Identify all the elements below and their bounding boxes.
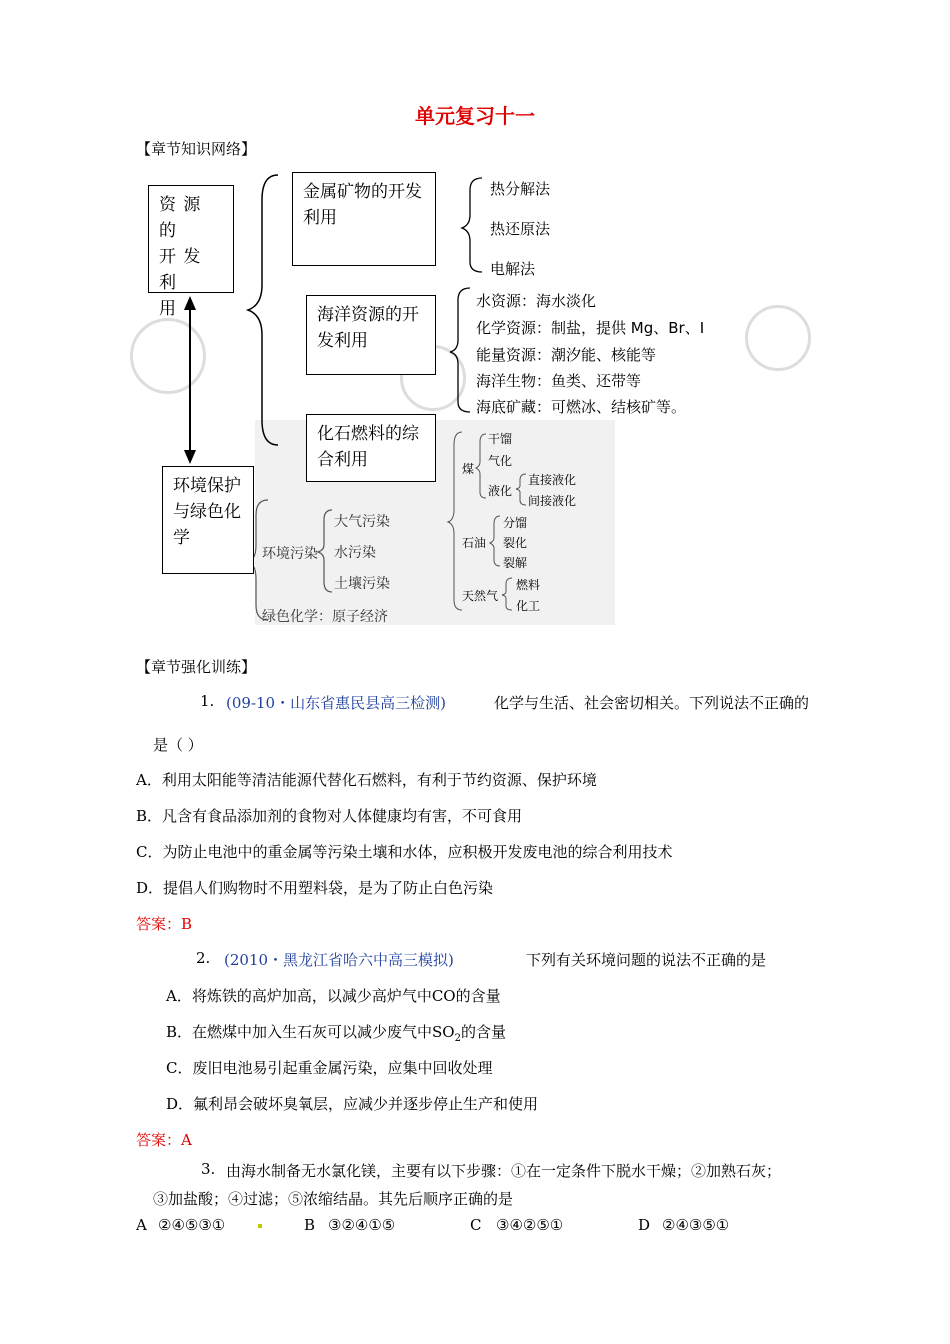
pollution-label: 环境污染 xyxy=(262,546,318,562)
option-value: ②④⑤③① xyxy=(158,1216,226,1234)
liquefy-label: 液化 xyxy=(488,484,513,498)
question-stem: 下列有关环境问题的说法不正确的是 xyxy=(526,951,767,969)
option-item: A．利用太阳能等清洁能源代替化石燃料，有利于节约资源、保护环境 xyxy=(136,771,597,789)
pollution-item: 大气污染 xyxy=(334,514,390,530)
question-number: 2. xyxy=(196,949,211,967)
oil-item: 裂解 xyxy=(503,556,528,570)
metal-method-item: 电解法 xyxy=(490,260,536,278)
box-ocean-resources: 海洋资源的开 发利用 xyxy=(306,295,436,375)
oil-item: 分馏 xyxy=(503,516,528,530)
option-key: C xyxy=(470,1216,482,1234)
diagram-lines xyxy=(0,0,950,660)
question-stem: 由海水制备无水氯化镁，主要有以下步骤：①在一定条件下脱水干燥；②加熟石灰； xyxy=(226,1162,782,1180)
section-knowledge-network: 【章节知识网络】 xyxy=(136,140,257,158)
option-item: D．提倡人们购物时不用塑料袋，是为了防止白色污染 xyxy=(136,879,494,897)
pollution-item: 土壤污染 xyxy=(334,576,390,592)
natural-gas-label: 天然气 xyxy=(462,589,499,603)
option-key: B xyxy=(304,1216,316,1234)
page-title: 单元复习十一 xyxy=(415,104,535,128)
natural-gas-item: 化工 xyxy=(516,599,541,613)
formula-subscript: 2 xyxy=(454,1033,461,1044)
green-chemistry-label: 绿色化学：原子经济 xyxy=(262,609,388,625)
question-source: (09-10・山东省惠民县高三检测) xyxy=(226,694,446,712)
option-value: ②④③⑤① xyxy=(662,1216,730,1234)
option-item: D．氟利昂会破坏臭氧层，应减少并逐步停止生产和使用 xyxy=(166,1095,539,1113)
box-resource-development: 资 源 的 开 发 利 用 xyxy=(148,185,234,293)
option-item: C．为防止电池中的重金属等污染土壤和水体，应积极开发废电池的综合利用技术 xyxy=(136,843,673,861)
question-source: (2010・黑龙江省哈六中高三模拟) xyxy=(224,951,454,969)
box-environment-green-chemistry: 环境保护 与绿色化 学 xyxy=(162,466,254,574)
question-stem: 化学与生活、社会密切相关。下列说法不正确的 xyxy=(494,694,810,712)
metal-method-item: 热分解法 xyxy=(490,180,551,198)
option-tail: 的含量 xyxy=(460,1023,506,1041)
option-value: ③②④①⑤ xyxy=(328,1216,396,1234)
oil-label: 石油 xyxy=(462,536,487,550)
answer-text: 答案：B xyxy=(136,915,193,933)
ocean-item: 海底矿藏：可燃冰、结核矿等。 xyxy=(476,398,687,416)
metal-method-item: 热还原法 xyxy=(490,220,551,238)
option-item xyxy=(166,1021,506,1044)
ocean-item: 水资源：海水淡化 xyxy=(476,292,597,310)
liquefy-item: 直接液化 xyxy=(528,473,577,487)
option-key: D xyxy=(638,1216,651,1234)
box-metal-minerals: 金属矿物的开发 利用 xyxy=(292,172,436,266)
option-key: A xyxy=(136,1216,147,1234)
coal-label: 煤 xyxy=(462,462,475,476)
question-number: 1. xyxy=(200,692,215,710)
oil-item: 裂化 xyxy=(503,536,528,550)
liquefy-item: 间接液化 xyxy=(528,494,577,508)
option-item: A．将炼铁的高炉加高，以减少高炉气中CO的含量 xyxy=(166,987,501,1005)
option-text: B．在燃煤中加入生石灰可以减少废气中 xyxy=(166,1023,433,1041)
option-item: C．废旧电池易引起重金属污染，应集中回收处理 xyxy=(166,1059,493,1077)
question-number: 3. xyxy=(201,1160,216,1178)
coal-item: 气化 xyxy=(488,454,513,468)
question-stem-cont: 是（ ） xyxy=(153,736,203,754)
box-fossil-fuels: 化石燃料的综 合利用 xyxy=(306,414,436,482)
formula: SO xyxy=(432,1023,455,1041)
option-item: B．凡含有食品添加剂的食物对人体健康均有害，不可食用 xyxy=(136,807,523,825)
ocean-item: 海洋生物：鱼类、还带等 xyxy=(476,372,642,390)
decorative-dot xyxy=(258,1224,262,1228)
answer-text: 答案：A xyxy=(136,1131,192,1149)
section-training: 【章节强化训练】 xyxy=(136,658,257,676)
natural-gas-item: 燃料 xyxy=(516,578,541,592)
option-value: ③④②⑤① xyxy=(496,1216,564,1234)
question-stem-cont: ③加盐酸；④过滤；⑤浓缩结晶。其先后顺序正确的是 xyxy=(153,1190,514,1208)
ocean-item: 能量资源：潮汐能、核能等 xyxy=(476,346,657,364)
pollution-item: 水污染 xyxy=(334,545,376,561)
coal-item: 干馏 xyxy=(488,432,513,446)
ocean-item: 化学资源：制盐，提供 Mg、Br、I xyxy=(476,319,705,337)
